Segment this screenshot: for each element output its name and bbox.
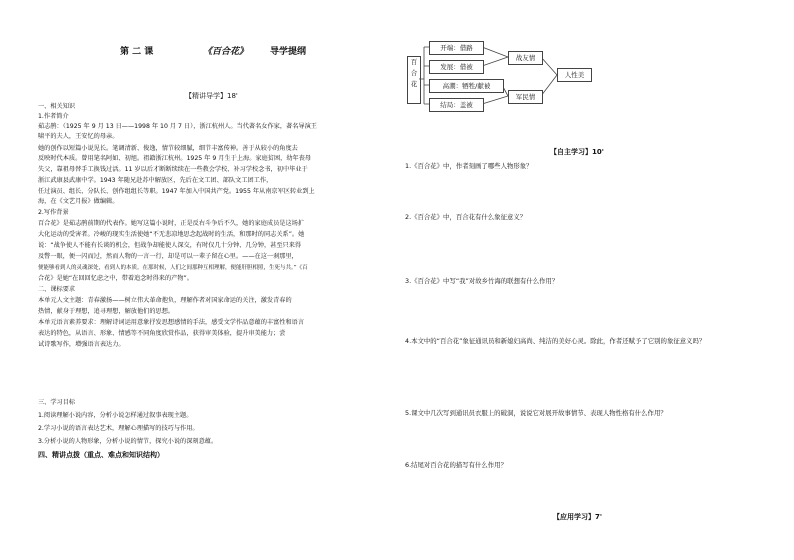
diagram-side-label: 百合花 [407,56,421,104]
text-line: 试诗歌写作，增强语言表达力。 [38,341,125,348]
plot-node-gaochao: 高潮：牺牲/献被 [429,79,504,93]
plot-node-fazhan: 发展：借被 [429,60,484,74]
section-zzxx: 【自主学习】10' [550,148,604,156]
text-line: 茹志鹃：（1925 年 9 月 13 日——1998 年 10 月 7 日），浙江杭州人。当代著名女作家，著名导演王 [38,123,317,130]
question-5: 5.课文中几次写到通讯员衣服上的破洞，说说它对展开故事情节、表现人物性格有什么作用？ [405,409,667,417]
objective-1: 1.阅读理解小说内容，分析小说怎样通过叙事表现主题。 [38,412,193,419]
text-line: 大化运动的受害者。冷峻的现实生活使她“不无悲凉地思念起战时的生活，和那时的同志关系”。她 [38,231,305,238]
objective-2: 2.学习小说的语言表达艺术，理解心理描写的技巧与作用。 [38,425,199,432]
section-jjdx: 【精讲导学】18' [185,92,238,100]
question-3: 3.《百合花》中写“我”对故乡竹海的联想有什么作用？ [405,277,559,285]
question-2: 2.《百合花》中，百合花有什么象征意义？ [405,213,527,221]
text-line: 她的创作以短篇小说见长。笔调清新、俊逸，情节较细腻，细节丰富传神。善于从较小的角度去 [38,145,298,152]
guide-title: 导学提纲 [270,47,307,57]
text-line: 失父，靠祖母替手工换钱过活。11 岁以后才断断续续在一些教会学校、补习学校念书，初中毕业于 [38,166,308,173]
question-6: 6.结尾对百合花的描写有什么作用？ [405,461,507,469]
theme-node-renxingmei: 人性美 [557,68,592,82]
text-line: 本单元人文主题：青春激扬——树立伟大革命抱负，理解作者对国家命运的关注，激发青春的 [38,297,292,304]
text-line: 热情，献身于理想，追寻理想，解放他们的思想。 [38,308,175,315]
emotion-node-junmin: 军民情 [508,90,543,104]
text-line: 说：“战争使人不能有长谈的机会，但战争却能使人深交，有时仅几十分钟、几分钟，甚至只来得 [38,242,302,249]
text-line: 浙江武康县武康中学。1943 年随兄赴苏中解放区，先后在文工团、部队文工团工作， [38,177,273,184]
heading-key-points: 四、精讲点拨（重点、难点和知识结构） [38,451,164,459]
heading-objectives: 三、学习目标 [38,399,76,406]
text-line: 本单元语言素养要求：理解诗词运用意象抒发思想感情的手法，感受文学作品意蕴的丰富性和语言 [38,319,305,326]
text-line: 及瞥一眼，便一闪而过，然而人物的一言一行，却是可以一辈子留在心里。——在这一刹那里， [38,253,298,260]
heading-background: 2.写作背景 [38,209,69,216]
heading-standards: 二、课标要求 [38,286,76,293]
plot-node-jieju: 结局：盖被 [429,98,484,112]
question-1: 1.《百合花》中，作者刻画了哪些人物形象？ [405,162,533,170]
emotion-node-zhanyou: 战友情 [508,51,543,65]
text-line: 反映时代本质。曾用笔名阿如、初旭。祖籍浙江杭州。1925 年 9 月生于上海。家庭贫困，幼年丧母 [38,155,312,162]
text-line: 合花》是她“在回回忆虑之中，带着追念时得来的产物”。 [38,275,193,282]
heading-related-knowledge: 一、相关知识 [38,103,76,110]
text-line: 便能够看到人的灵魂深处，看到人的本质。在那时候，人们之间那种互相理解，便能肝胆相照，生死与共。”《百 [38,265,308,271]
question-4: 4.本文中的“百合花”象征通讯员和新媳妇高尚、纯洁的美好心灵。除此，作者还赋予了它别的象征意义吗？ [405,337,706,345]
text-line: 啸平的夫人，王安忆的母亲。 [38,133,119,140]
heading-author: 1.作者简介 [38,113,69,120]
objective-3: 3.分析小说的人物形象，分析小说的情节，探究小说的深刻意蕴。 [38,438,218,445]
section-yyxx: 【应用学习】7' [553,513,603,521]
text-line: 百合花》是茹志鹃前期的代表作。她写这篇小说时，正是反右斗争后不久，她的家庭成员是这场扩 [38,220,305,227]
text-line: 任过演员、组长、分队长、创作组组长等职。1947 年加入中国共产党。1955 年从南京军区转业到上 [38,188,315,195]
text-title: 《百合花》 [203,47,249,57]
text-line: 表达的特色，从语言、形象、情感等不同角度欣赏作品，获得审美体验，提升审美能力；尝 [38,330,286,337]
plot-node-kaiduan: 开端：借路 [429,41,484,55]
text-line: 海，在《文艺月报》做编辑。 [38,198,119,205]
lesson-number: 第 二 课 [120,47,154,57]
